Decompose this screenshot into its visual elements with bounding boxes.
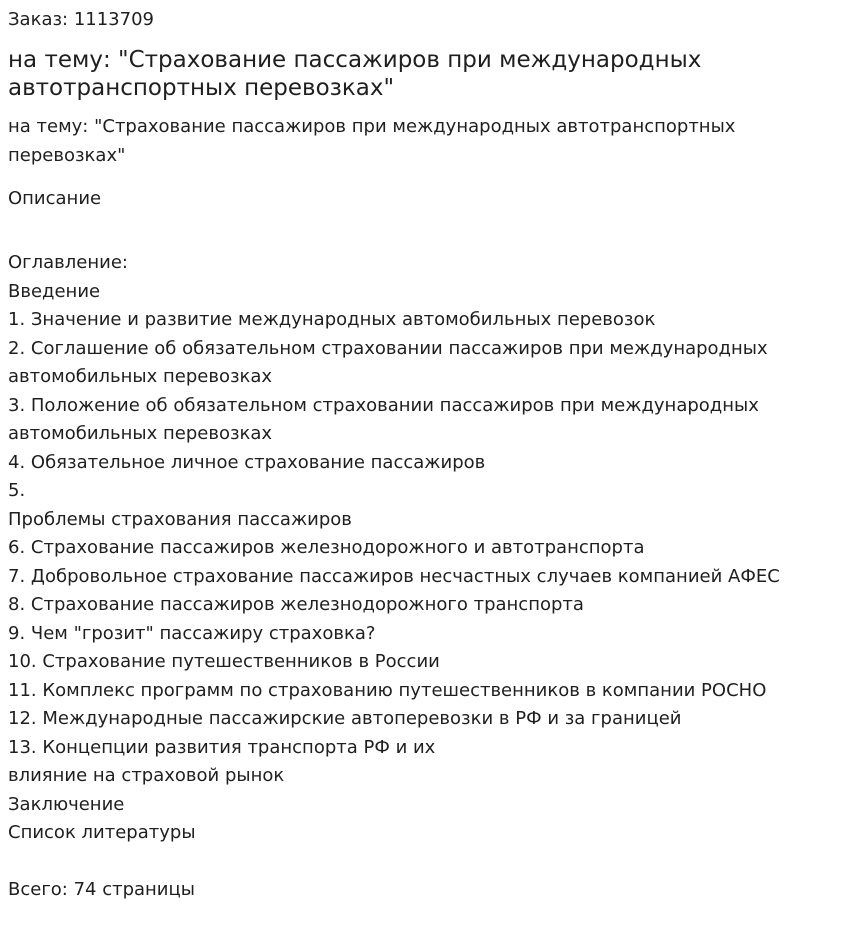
subtitle: на тему: "Страхование пассажиров при международных автотранспортных перевозках"	[8, 116, 736, 166]
toc-item: 5.	[8, 480, 26, 501]
toc-item: 4. Обязательное личное страхование пассажиров	[8, 451, 486, 473]
toc-item: влияние на страховой рынок	[8, 765, 285, 786]
toc-item: 7. Добровольное страхование пассажиров несчастных случаев компанией АФЕС	[8, 565, 780, 587]
toc-item: 3. Положение об обязательном страховании пассажиров при международных автомобильных перевозках	[8, 394, 759, 444]
order-number: Заказ: 1113709	[8, 9, 154, 30]
total-pages: Всего: 74 страницы	[8, 879, 195, 900]
toc-item: 6. Страхование пассажиров железнодорожного и автотранспорта	[8, 537, 645, 558]
toc-item: Заключение	[8, 793, 125, 815]
description-label: Описание	[8, 188, 102, 209]
toc-item: 13. Концепции развития транспорта РФ и их	[8, 736, 436, 758]
toc-item: 11. Комплекс программ по страхованию путешественников в компании РОСНО	[8, 679, 767, 701]
toc-heading: Оглавление:	[8, 252, 128, 273]
toc-item: Список литературы	[8, 822, 196, 843]
toc-item: 1. Значение и развитие международных автомобильных перевозок	[8, 309, 656, 330]
page-title: на тему: "Страхование пассажиров при международных автотранспортных перевозках"	[8, 47, 702, 101]
toc-item: 2. Соглашение об обязательном страховании пассажиров при международных автомобильных перевозках	[8, 337, 768, 387]
toc-item: 9. Чем "грозит" пассажиру страховка?	[8, 622, 376, 644]
toc-item: Введение	[8, 280, 101, 302]
table-of-contents	[8, 249, 839, 848]
toc-item: Проблемы страхования пассажиров	[8, 508, 352, 530]
toc-item: 10. Страхование путешественников в России	[8, 651, 440, 672]
toc-item: 12. Международные пассажирские автоперевозки в РФ и за границей	[8, 708, 682, 729]
toc-item: 8. Страхование пассажиров железнодорожного транспорта	[8, 594, 584, 615]
